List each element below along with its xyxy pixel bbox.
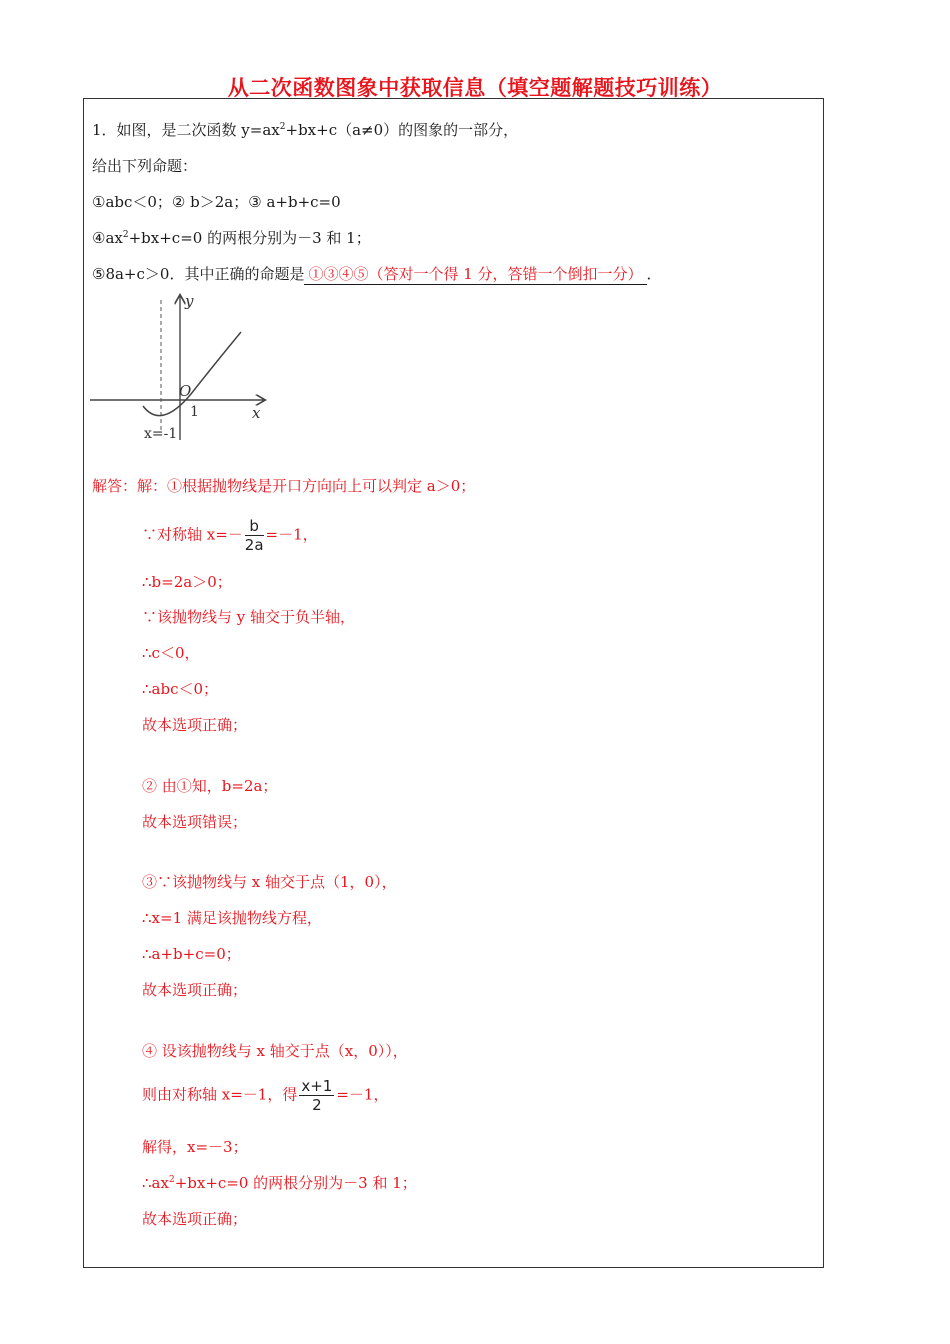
- solution-line-16: 解得，x=－3；: [142, 1138, 248, 1156]
- symmetry-axis-label: x=-1: [144, 426, 178, 442]
- solution-line-7: 故本选项正确；: [142, 716, 248, 734]
- solution-line-5: ∴c＜0，: [142, 644, 200, 662]
- page-title: 从二次函数图象中获取信息（填空题解题技巧训练）: [227, 76, 723, 100]
- fraction-x-plus-1-over-2: $\frac{x+1}{2}$: [301, 1077, 333, 1114]
- solution-line-6: ∴abc＜0；: [142, 680, 219, 698]
- answer-blank: ①③④⑤（答对一个得 1 分，答错一个倒扣一分）: [304, 264, 646, 285]
- origin-label: O: [179, 382, 192, 400]
- question-line-3: ①abc＜0；② b＞2a；③ a+b+c=0: [92, 193, 341, 211]
- question-line-1: 1．如图，是二次函数 $y=ax^2+bx+c(a\ne 0)$的图象的一部分，: [92, 121, 519, 139]
- solution-line-3: ∴b=2a＞0；: [142, 573, 232, 591]
- solution-line-17: $\therefore ax^2+bx+c=0$ 的两根分别为－3 和 1；: [142, 1174, 417, 1192]
- tick-label-1: 1: [190, 404, 199, 420]
- solution-line-13: 故本选项正确；: [142, 981, 248, 999]
- solution-line-10: ③∵该抛物线与 x 轴交于点（1，0），: [142, 873, 397, 891]
- parabola-graph: [88, 290, 278, 445]
- solution-line-12: ∴a+b+c=0；: [142, 945, 241, 963]
- solution-line-15: 则由对称轴 x=－1，得 $\frac{x+1}{2}$ =－1，: [142, 1077, 389, 1114]
- solution-line-4: ∵该抛物线与 y 轴交于负半轴，: [142, 608, 356, 626]
- solution-line-18: 故本选项正确；: [142, 1210, 248, 1228]
- solution-line-14: ④ 设该抛物线与 x 轴交于点（x，0）），: [142, 1042, 408, 1060]
- question-line-2: 给出下列命题：: [92, 157, 198, 175]
- question-line-4: $④ax^2+bx+c=0$ 的两根分别为－3 和 1；: [92, 229, 371, 247]
- solution-line-8: ② 由①知，b=2a；: [142, 777, 278, 795]
- solution-line-11: ∴x=1 满足该抛物线方程，: [142, 909, 322, 927]
- solution-line-2: ∵对称轴 x=－ $\frac{b}{2a}$ =－1，: [142, 517, 318, 554]
- solution-line-1: 解答：解：①根据抛物线是开口方向向上可以判定 a＞0；: [92, 477, 476, 495]
- y-axis-label: y: [185, 292, 194, 310]
- x-axis-label: x: [252, 404, 261, 422]
- question-line-5: ⑤8a+c＞0．其中正确的命题是 ①③④⑤（答对一个得 1 分，答错一个倒扣一分） ．: [92, 265, 662, 283]
- solution-line-9: 故本选项错误；: [142, 813, 248, 831]
- fraction-b-over-2a: $\frac{b}{2a}$: [244, 517, 264, 554]
